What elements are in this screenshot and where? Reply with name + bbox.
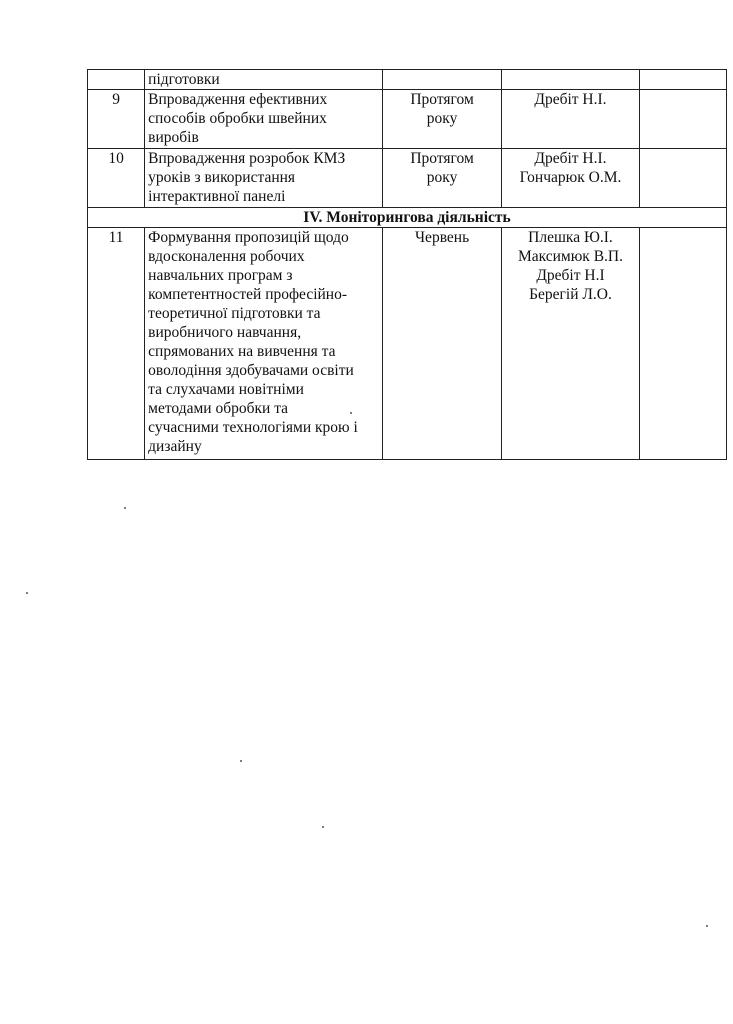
event-line: уроків з використання [148, 169, 296, 186]
term-line: року [426, 169, 458, 186]
responsible-line: Дребіт Н.І. [534, 150, 607, 167]
table-row [88, 228, 727, 460]
responsible-line: Плешка Ю.І. [528, 229, 613, 246]
event-line: дизайну [148, 438, 202, 455]
term-line: Протягом [410, 91, 474, 108]
responsible-line: Максимюк В.П. [517, 248, 623, 265]
section-title: ІV. Моніторингова діяльність [88, 208, 727, 228]
term-cell [382, 228, 501, 460]
event-line: навчальних програм з [148, 267, 293, 284]
responsible-cell [502, 228, 639, 460]
event-line: Формування пропозицій щодо [148, 229, 349, 246]
responsible-cell [502, 70, 639, 90]
event-line: сучасними технологіями крою і [148, 419, 358, 436]
note-cell [639, 70, 726, 90]
event-line: способів обробки швейних [148, 110, 327, 127]
responsible-cell [502, 90, 639, 149]
event-line: виробничого навчання, [148, 324, 302, 341]
scan-speck [124, 507, 126, 509]
event-line: Впровадження ефективних [148, 91, 328, 108]
plan-table [87, 69, 727, 460]
term-cell [382, 149, 501, 208]
term-line: року [426, 110, 458, 127]
event-line: Впровадження розробок КМЗ [148, 150, 346, 167]
note-cell [639, 149, 726, 208]
responsible-cell [502, 149, 639, 208]
event-line: підготовки [148, 71, 220, 88]
responsible-line: Гончарюк О.М. [519, 169, 622, 186]
event-line: оволодіння здобувачами освіти [148, 362, 354, 379]
event-line: та слухачами новітніми [148, 381, 304, 398]
table-row [88, 70, 727, 90]
responsible-line: Дребіт Н.І [536, 267, 605, 284]
scan-speck [322, 826, 324, 828]
term-cell [382, 70, 501, 90]
event-cell [145, 149, 383, 208]
event-cell [145, 90, 383, 149]
term-line: Протягом [410, 150, 474, 167]
row-number: 11 [88, 228, 145, 460]
note-cell [639, 228, 726, 460]
responsible-line: Берегій Л.О. [529, 286, 612, 303]
event-cell [145, 70, 383, 90]
section-row [88, 208, 727, 228]
scan-speck [706, 925, 708, 927]
row-number: 9 [88, 90, 145, 149]
table-row [88, 149, 727, 208]
event-line: вдосконалення робочих [148, 248, 305, 265]
table-row [88, 90, 727, 149]
event-line: спрямованих на вивчення та [148, 343, 336, 360]
note-cell [639, 90, 726, 149]
event-line: теоретичної підготовки та [148, 305, 321, 322]
term-line: Червень [414, 229, 470, 246]
event-line: методами обробки та [148, 400, 289, 417]
row-number [88, 70, 145, 90]
event-line: інтерактивної панелі [148, 188, 286, 205]
responsible-line: Дребіт Н.І. [534, 91, 607, 108]
scan-speck [350, 412, 352, 414]
scan-speck [26, 592, 28, 594]
scan-speck [240, 760, 242, 762]
term-cell [382, 90, 501, 149]
event-cell [145, 228, 383, 460]
event-line: компетентностей професійно- [148, 286, 348, 303]
row-number: 10 [88, 149, 145, 208]
event-line: виробів [148, 129, 199, 146]
